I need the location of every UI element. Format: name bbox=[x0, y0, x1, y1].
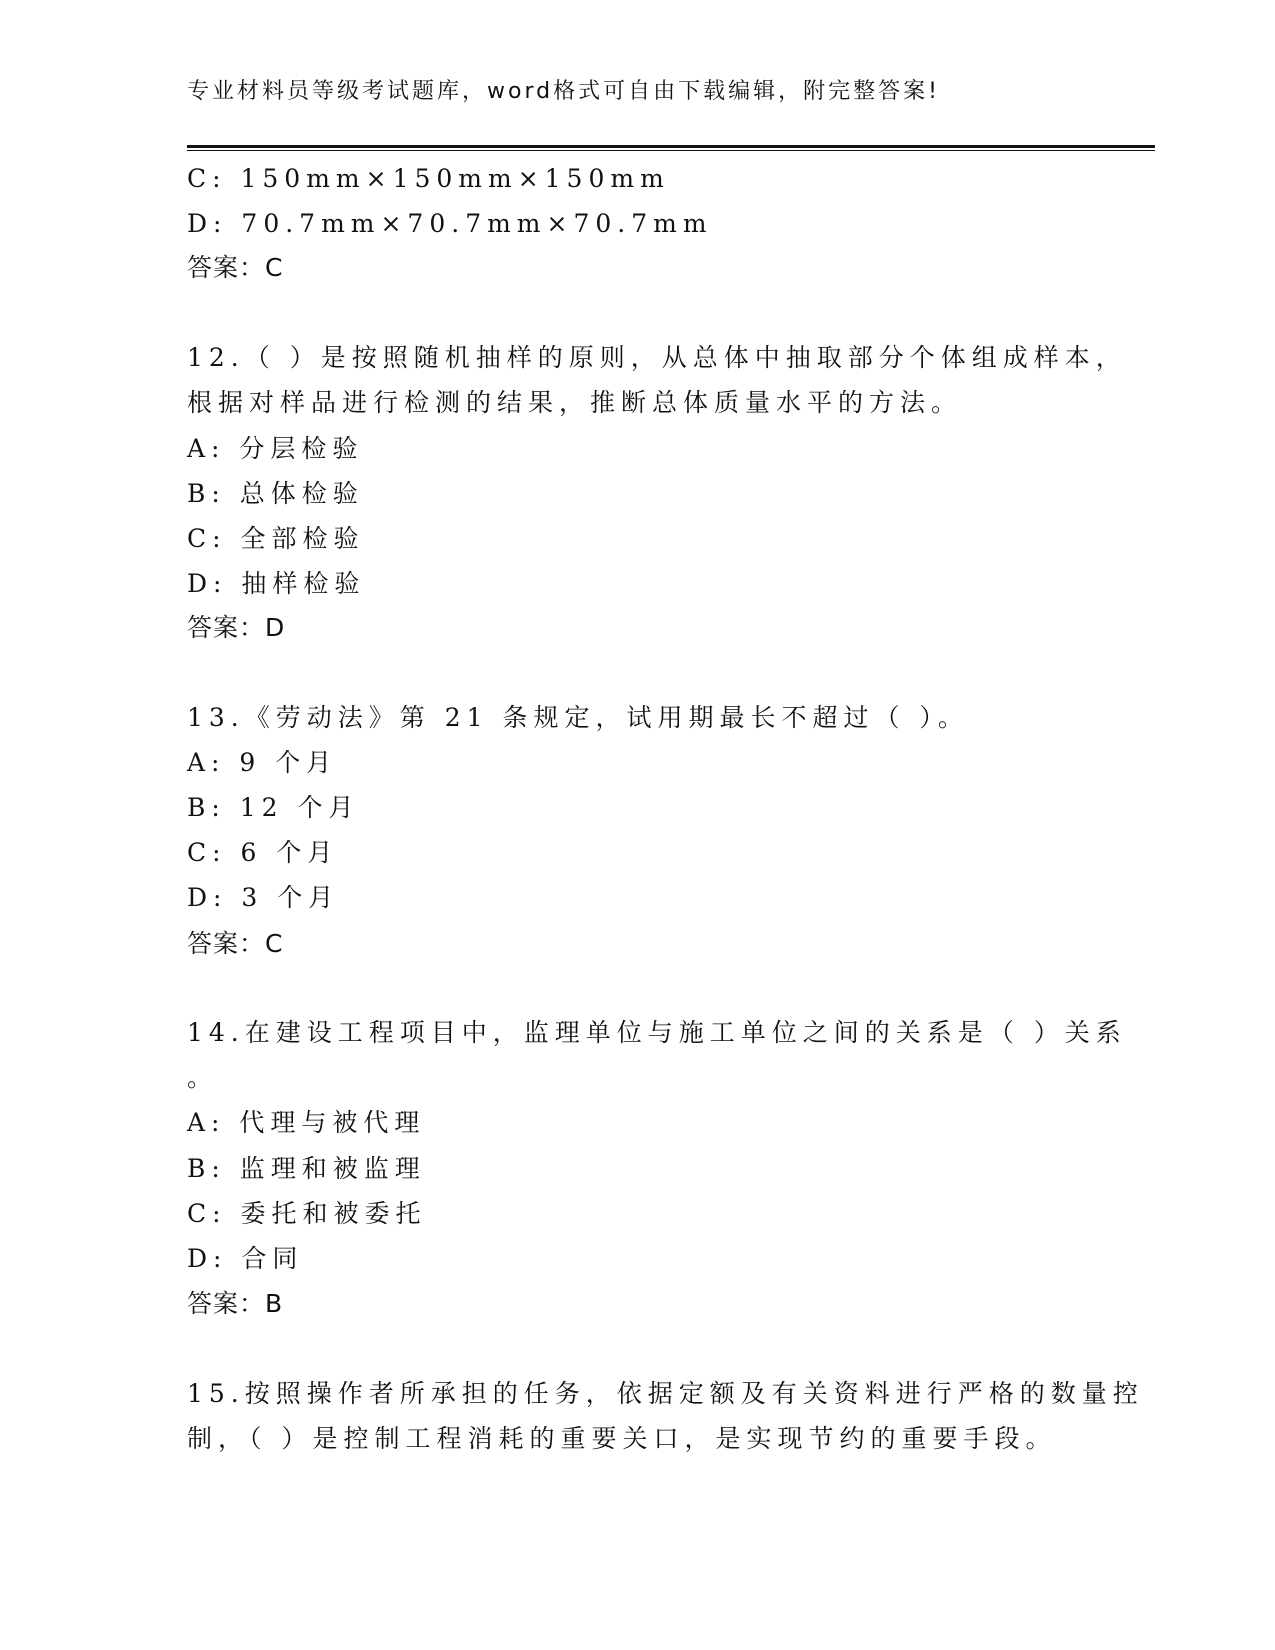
q13-option-d: D: 3 个月 bbox=[187, 883, 340, 912]
q14-option-a: A: 代理与被代理 bbox=[187, 1108, 426, 1137]
q12-answer: 答案：D bbox=[187, 613, 286, 642]
q11-option-c: C: 150mm×150mm×150mm bbox=[187, 164, 670, 193]
q11-option-d: D: 70.7mm×70.7mm×70.7mm bbox=[187, 209, 713, 238]
q14-option-d: D: 合同 bbox=[187, 1244, 304, 1273]
q14-option-b: B: 监理和被监理 bbox=[187, 1154, 426, 1183]
q12-stem-line-1: 12.（ ）是按照随机抽样的原则，从总体中抽取部分个体组成样本， bbox=[187, 343, 1127, 372]
q12-option-d: D: 抽样检验 bbox=[187, 569, 366, 598]
q14-answer: 答案：B bbox=[187, 1289, 284, 1318]
q12-option-a: A: 分层检验 bbox=[187, 434, 364, 463]
q15-stem-line-1: 15.按照操作者所承担的任务，依据定额及有关资料进行严格的数量控 bbox=[187, 1379, 1144, 1408]
q13-stem-line-1: 13.《劳动法》第 21 条规定，试用期最长不超过（ ）。 bbox=[187, 703, 969, 732]
q13-answer: 答案：C bbox=[187, 929, 284, 958]
q14-option-c: C: 委托和被委托 bbox=[187, 1199, 427, 1228]
q15-stem-line-2: 制，（ ）是控制工程消耗的重要关口，是实现节约的重要手段。 bbox=[187, 1424, 1057, 1453]
page-header: 专业材料员等级考试题库，word格式可自由下载编辑，附完整答案! bbox=[187, 79, 940, 104]
q14-stem-line-1: 14.在建设工程项目中，监理单位与施工单位之间的关系是（ ）关系 bbox=[187, 1018, 1127, 1047]
header-rule-thick bbox=[187, 145, 1155, 148]
q13-option-c: C: 6 个月 bbox=[187, 838, 339, 867]
q12-stem-line-2: 根据对样品进行检测的结果，推断总体质量水平的方法。 bbox=[187, 388, 963, 417]
q12-option-b: B: 总体检验 bbox=[187, 479, 364, 508]
q14-stem-line-2: 。 bbox=[187, 1063, 219, 1092]
q12-option-c: C: 全部检验 bbox=[187, 524, 365, 553]
header-rule-thin bbox=[187, 150, 1155, 151]
q13-option-b: B: 12 个月 bbox=[187, 793, 360, 822]
q11-answer: 答案：C bbox=[187, 253, 284, 282]
q13-option-a: A: 9 个月 bbox=[187, 748, 338, 777]
